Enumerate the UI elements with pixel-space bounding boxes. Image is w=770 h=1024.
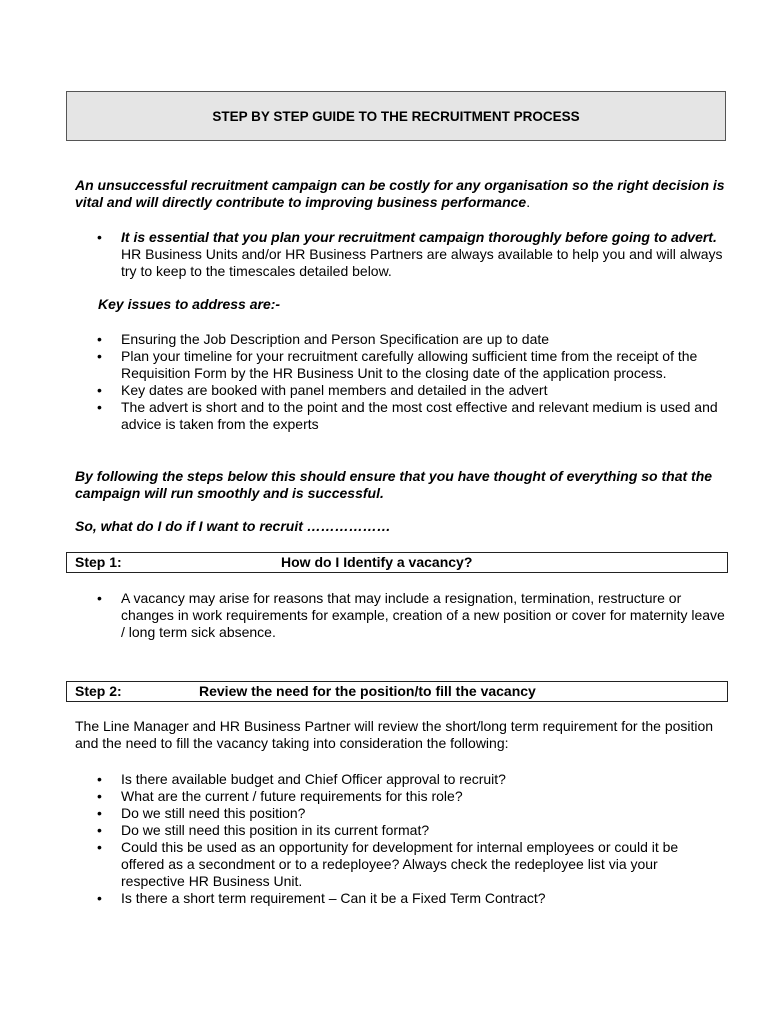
intro-end: . <box>526 194 531 210</box>
step-2-intro: The Line Manager and HR Business Partner will review the short/long term requirement for the position and the need to fill the vacancy taking into consideration the following: <box>75 718 714 751</box>
step-2-label: Step 2: <box>75 683 122 699</box>
step-1-label: Step 1: <box>75 554 122 570</box>
document-title: STEP BY STEP GUIDE TO THE RECRUITMENT PROCESS <box>212 108 580 124</box>
key-issues-heading: Key issues to address are:- <box>98 296 281 312</box>
step-2-question: Review the need for the position/to fill the vacancy <box>199 683 536 699</box>
list-item: • Do we still need this position? <box>75 805 725 822</box>
step-1-header <box>66 552 728 573</box>
so-what-line: So, what do I do if I want to recruit ……………… <box>75 518 391 534</box>
list-item: • Key dates are booked with panel members and detailed in the advert <box>75 382 725 399</box>
list-item: • Could this be used as an opportunity for development for internal employees or could it be offered as a secondment or to a redeployee? Always check the redeployee list via your respective HR Business Unit. <box>75 839 725 890</box>
list-item: • A vacancy may arise for reasons that may include a resignation, termination, restructure or changes in work requirements for example, creation of a new position or cover for maternity leave / long term sick absence. <box>75 590 725 641</box>
list-item: • Do we still need this position in its current format? <box>75 822 725 839</box>
list-item: • Is there a short term requirement – Can it be a Fixed Term Contract? <box>75 890 725 907</box>
step-1-list <box>75 590 725 641</box>
list-item: • Plan your timeline for your recruitment carefully allowing sufficient time from the receipt of the Requisition Form by the HR Business Unit to the closing date of the application process. <box>75 348 725 382</box>
list-item: • The advert is short and to the point and the most cost effective and relevant medium is used and advice is taken from the experts <box>75 399 725 433</box>
document-title-box <box>66 91 726 141</box>
intro-paragraph <box>75 177 735 211</box>
list-item <box>75 229 725 280</box>
list-item: • Ensuring the Job Description and Person Specification are up to date <box>75 331 725 348</box>
step-2-header <box>66 681 728 702</box>
plan-rest-text: HR Business Units and/or HR Business Partners are always available to help you and will always try to keep to the timescales detailed below. <box>121 246 723 279</box>
list-item: • What are the current / future requirements for this role? <box>75 788 725 805</box>
step-1-question: How do I Identify a vacancy? <box>281 554 473 570</box>
plan-bold-text: It is essential that you plan your recruitment campaign thoroughly before going to advert. <box>121 229 717 245</box>
following-paragraph: By following the steps below this should ensure that you have thought of everything so that the campaign will run smoothly and is successful. <box>75 468 713 501</box>
key-issues-list <box>75 331 725 433</box>
step-2-list <box>75 771 725 907</box>
intro-text: An unsuccessful recruitment campaign can be costly for any organisation so the right decision is vital and will directly contribute to improving business performance <box>75 177 725 210</box>
plan-list <box>75 229 725 280</box>
list-item: • Is there available budget and Chief Officer approval to recruit? <box>75 771 725 788</box>
